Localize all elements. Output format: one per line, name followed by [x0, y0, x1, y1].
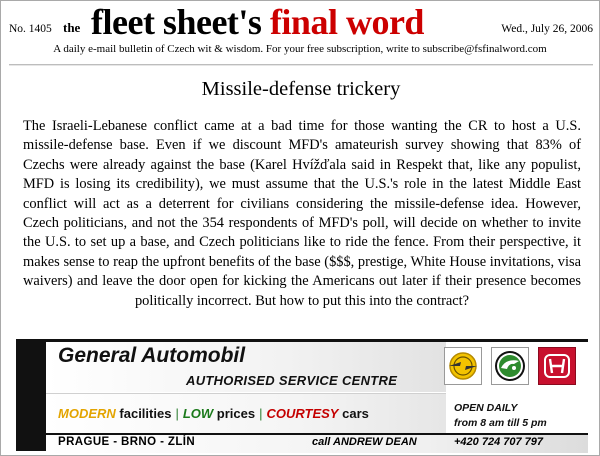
- advertisement-banner[interactable]: [16, 339, 588, 451]
- feature-cars: cars: [342, 406, 369, 421]
- opening-hours: [454, 401, 547, 431]
- feature-courtesy: COURTESY: [266, 406, 339, 421]
- tagline: A daily e-mail bulletin of Czech wit & wisdom. For your free subscription, write to subscribe@fsfinalword.com: [53, 43, 547, 55]
- ad-features: [58, 406, 369, 421]
- opening-hours-line2: from 8 am till 5 pm: [454, 417, 547, 429]
- newsletter-title: [91, 1, 424, 43]
- article-body: The Israeli-Lebanese conflict came at a bad time for those wanting the CR to host a U.S. missile-defense base. Even if we discount MFD's amateurish survey showing that 83% of Czechs were already against the base (Karel Hvížďala said in Respekt that, like any populist, MFD is losing its credibility), we must assume that the U.S.'s role in the latest Middle East conflict will act as a deterrent for civilians considering the missile-defense idea. However, Czech politicians, and not the 354 respondents of MFD's poll, will decide on whether to invite the U.S. to set up a base, and Czech politicians like to ride the fence. From their perspective, it makes sense to reap the upfront benefits of the base ($$$, prestige, White House invitations, visa waivers) and leave the door open for kicking the Americans out later if their presence becomes politically incorrect. But how to put this into the contract?: [23, 118, 581, 309]
- feature-separator: |: [175, 406, 179, 421]
- masthead-the: the: [63, 20, 81, 35]
- feature-facilities: facilities: [119, 406, 172, 421]
- feature-low: LOW: [182, 406, 214, 421]
- feature-modern: MODERN: [58, 406, 116, 421]
- ad-subtitle: AUTHORISED SERVICE CENTRE: [186, 373, 398, 388]
- title-part-fleet-sheet: fleet sheet's: [91, 2, 262, 42]
- ad-contact-name: call ANDREW DEAN: [312, 436, 417, 448]
- feature-prices: prices: [216, 406, 256, 421]
- issue-date: Wed., July 26, 2006: [501, 23, 593, 35]
- ad-phone-number[interactable]: +420 724 707 797: [454, 436, 544, 448]
- article-headline: Missile-defense trickery: [201, 78, 401, 100]
- title-part-final-word: final word: [269, 2, 424, 42]
- feature-separator: |: [259, 406, 263, 421]
- masthead-divider: [9, 64, 593, 66]
- opel-logo-icon: [444, 347, 482, 385]
- ad-brand-name: General Automobil: [58, 344, 246, 367]
- skoda-logo-icon: [491, 347, 529, 385]
- honda-logo-icon: [538, 347, 576, 385]
- opening-hours-line1: OPEN DAILY: [454, 402, 518, 414]
- ad-left-bar: [16, 339, 46, 451]
- issue-number: No. 1405: [9, 23, 52, 35]
- masthead: [9, 2, 593, 47]
- ad-cities: PRAGUE - BRNO - ZLÍN: [58, 436, 196, 448]
